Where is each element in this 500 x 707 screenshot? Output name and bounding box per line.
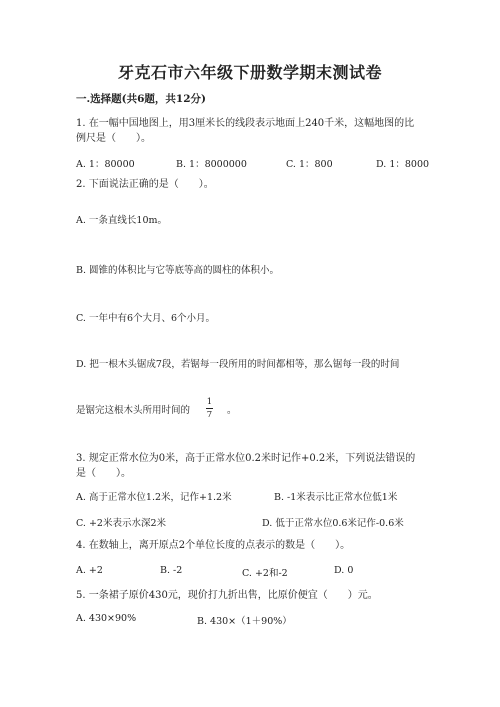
q2-option-a: A. 一条直线长10m。 (76, 215, 167, 226)
page-title: 牙克石市六年级下册数学期末测试卷 (117, 63, 382, 82)
fraction-bar (206, 408, 213, 409)
q3-option-b: B. -1米表示比正常水位低1米 (274, 492, 398, 503)
q2-stem: 2. 下面说法正确的是（ ）。 (76, 179, 214, 190)
q4-stem: 4. 在数轴上，离开原点2个单位长度的点表示的数是（ ）。 (76, 540, 351, 551)
q2-option-d: D. 把一根木头锯成7段，若锯每一段所用的时间都相等，那么锯每一段的时间 (76, 359, 400, 370)
q5-stem: 5. 一条裙子原价430元，现价打九折出售，比原价便宜（ ）元。 (76, 590, 378, 601)
q4-option-c: C. +2和-2 (242, 568, 288, 579)
q4-option-a: A. +2 (76, 565, 103, 576)
q2-option-c: C. 一年中有6个大月、6个小月。 (76, 313, 216, 324)
q1-option-d: D. 1：8000 (376, 159, 430, 170)
fraction-numerator: 1 (206, 397, 213, 407)
section-heading: 一.选择题(共6题，共12分) (76, 93, 207, 105)
q2-option-b: B. 圆锥的体积比与它等底等高的圆柱的体积小。 (76, 265, 280, 276)
q1-stem-line1: 1. 在一幅中国地图上，用3厘米长的线段表示地面上240千米，这幅地图的比 (76, 118, 415, 129)
q3-stem-line2: 是（ ）。 (76, 468, 131, 479)
q2-option-d-prefix: 是锯完这根木头所用时间的 (76, 404, 191, 416)
q3-option-a: A. 高于正常水位1.2米，记作+1.2米 (76, 492, 232, 503)
q2-option-d-line2 (76, 397, 237, 420)
q1-option-b: B. 1：8000000 (176, 159, 247, 170)
fraction-one-seventh (206, 397, 213, 420)
q1-option-c: C. 1：800 (286, 159, 333, 170)
q3-option-d: D. 低于正常水位0.6米记作-0.6米 (262, 518, 404, 529)
q5-option-b: B. 430×（1＋90%） (197, 616, 292, 627)
q1-option-a: A. 1：80000 (76, 159, 135, 170)
q5-option-a: A. 430×90% (76, 613, 137, 624)
q4-option-b: B. -2 (160, 565, 183, 576)
q3-stem-line1: 3. 规定正常水位为0米，高于正常水位0.2米时记作+0.2米，下列说法错误的 (76, 453, 416, 464)
q1-stem-line2: 例尺是（ ）。 (76, 133, 151, 144)
q2-option-d-suffix: 。 (227, 404, 237, 416)
q4-option-d: D. 0 (334, 565, 354, 576)
fraction-denominator: 7 (206, 410, 213, 420)
q3-option-c: C. +2米表示水深2米 (76, 518, 167, 529)
